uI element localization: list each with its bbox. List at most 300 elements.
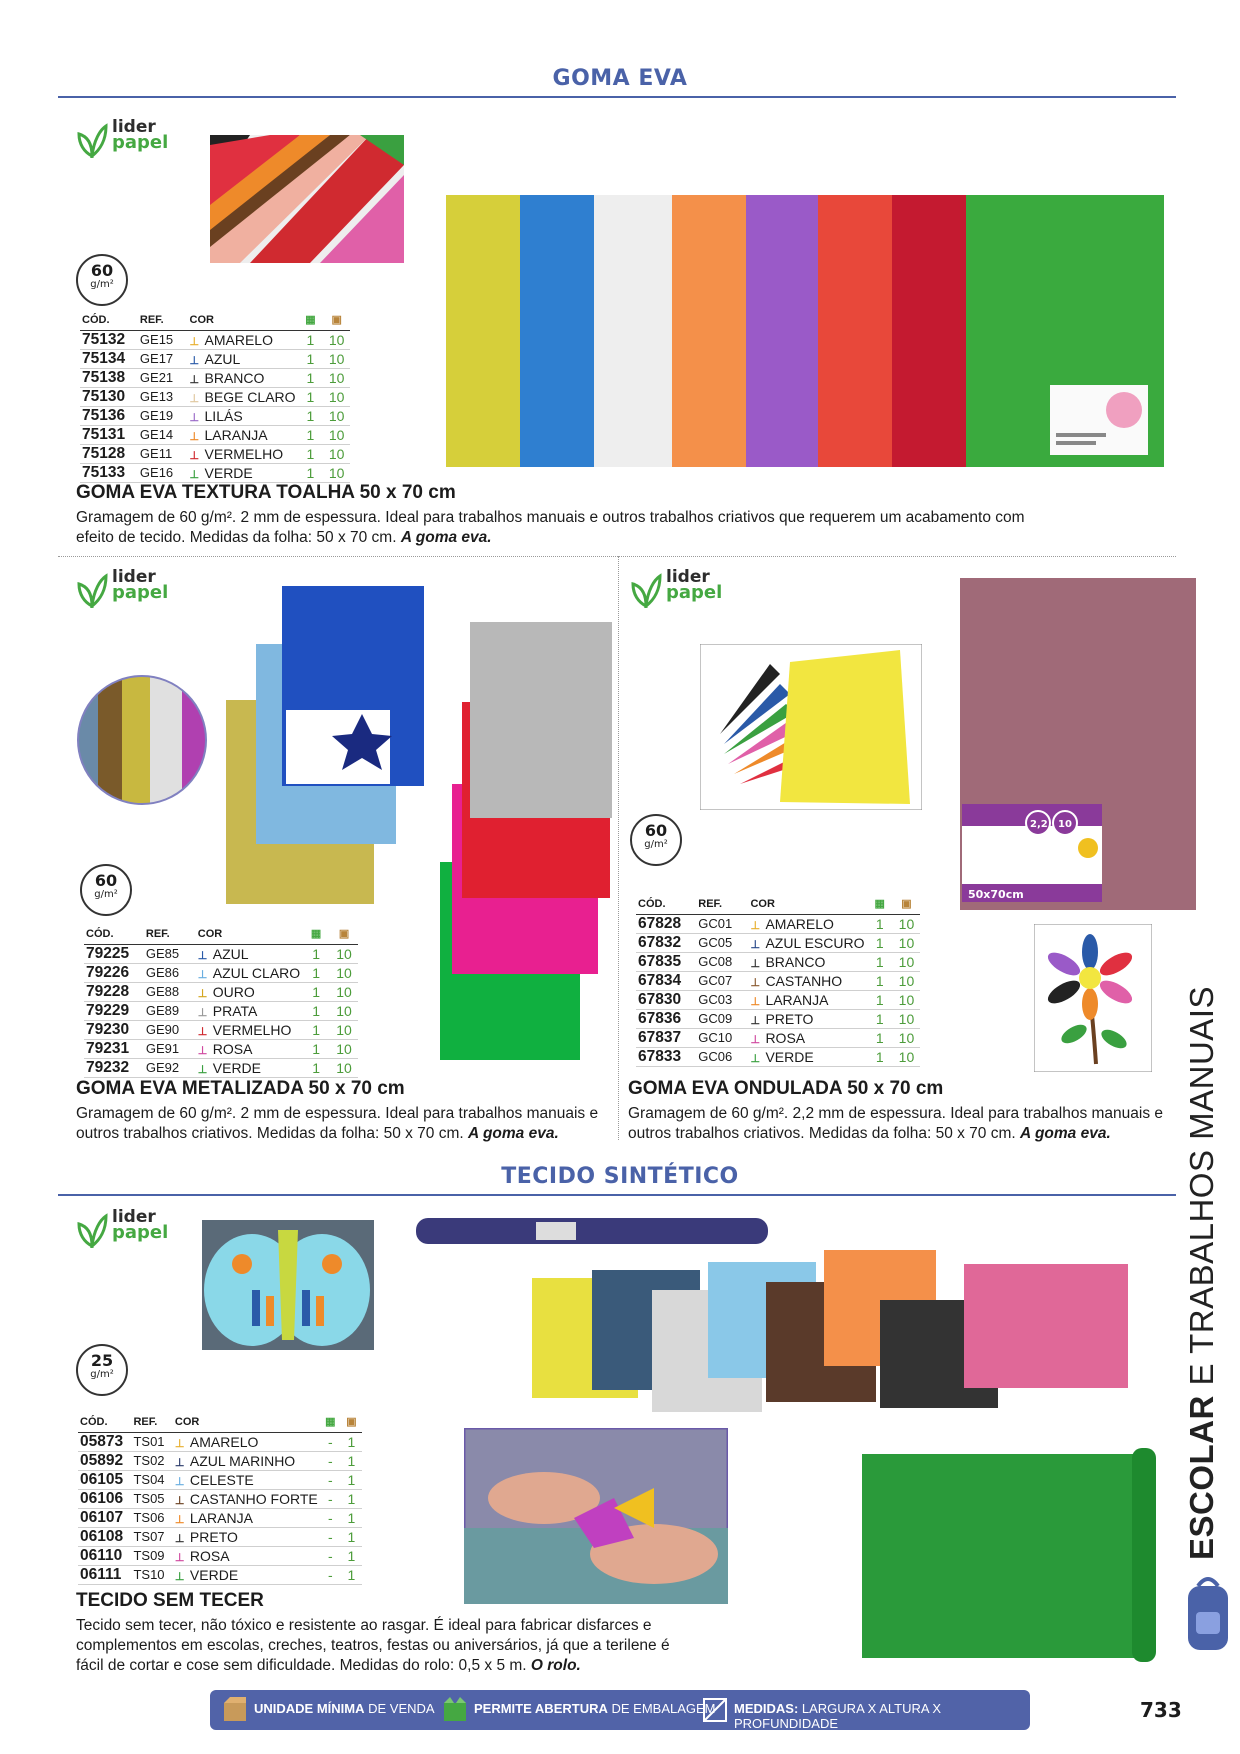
product-ref: GC05 <box>696 933 748 952</box>
product-ref: GC10 <box>696 1028 748 1047</box>
product-code: 06108 <box>78 1527 131 1546</box>
product-color <box>188 463 298 482</box>
table-row <box>636 933 920 952</box>
product-color <box>173 1546 320 1565</box>
leaf-icon <box>76 1212 108 1248</box>
box-qty: 10 <box>323 330 350 349</box>
grammage-badge <box>76 1344 128 1396</box>
separator <box>58 556 1176 557</box>
open-pack-icon: ▦ <box>298 312 324 330</box>
color-marker-icon: ⊥ <box>197 1063 208 1076</box>
box-qty: 10 <box>330 1039 358 1058</box>
table-row <box>80 330 350 349</box>
sales-unit: A goma eva. <box>400 529 492 546</box>
color-marker-icon: ⊥ <box>197 1006 208 1019</box>
product-code: 67837 <box>636 1028 696 1047</box>
product-ref: GE91 <box>144 1039 196 1058</box>
grammage-value: 60 <box>94 871 118 890</box>
pack-label: 50x70cm <box>968 888 1024 901</box>
col-cor: COR <box>173 1414 320 1432</box>
product-table-metalizada <box>84 926 358 1078</box>
product-code: 06105 <box>78 1470 131 1489</box>
product-code: 75131 <box>80 425 138 444</box>
product-code: 79225 <box>84 944 144 963</box>
measure-icon <box>702 1697 728 1723</box>
product-ref: GE90 <box>144 1020 196 1039</box>
open-pack-qty: - <box>320 1489 341 1508</box>
product-color <box>748 971 866 990</box>
table-row <box>84 1001 358 1020</box>
box-icon <box>222 1697 248 1723</box>
open-pack-qty: 1 <box>298 406 324 425</box>
open-pack-icon <box>442 1697 468 1723</box>
toalha-sheets-image <box>446 195 1164 467</box>
grammage-unit: g/m² <box>644 839 668 850</box>
table-row <box>80 406 350 425</box>
table-row <box>84 1020 358 1039</box>
col-cod: CÓD. <box>84 926 144 944</box>
table-row <box>84 963 358 982</box>
color-name: VERMELHO <box>212 1021 292 1038</box>
product-color <box>188 349 298 368</box>
product-color <box>748 1047 866 1066</box>
product-color <box>188 330 298 349</box>
open-pack-qty: 1 <box>298 330 324 349</box>
box-qty: 1 <box>341 1489 362 1508</box>
open-pack-qty: - <box>320 1508 341 1527</box>
color-name: ROSA <box>212 1040 253 1057</box>
box-qty: 1 <box>341 1527 362 1546</box>
grammage-badge <box>80 864 132 916</box>
open-pack-icon: ▦ <box>302 926 330 944</box>
open-pack-qty: - <box>320 1527 341 1546</box>
brand-name-1: lider <box>666 567 710 587</box>
open-pack-icon: ▦ <box>867 896 893 914</box>
metal-sheets-right-image <box>440 622 620 1062</box>
product-color <box>188 368 298 387</box>
box-qty: 10 <box>323 368 350 387</box>
table-row <box>636 990 920 1009</box>
color-marker-icon: ⊥ <box>750 938 761 951</box>
box-qty: 10 <box>323 349 350 368</box>
brand-name-2: papel <box>112 132 169 153</box>
box-qty: 10 <box>893 1047 920 1066</box>
flower-craft-image <box>1034 924 1152 1072</box>
color-name: AZUL CLARO <box>212 964 301 981</box>
color-marker-icon: ⊥ <box>174 1494 185 1507</box>
product-code: 75128 <box>80 444 138 463</box>
color-marker-icon: ⊥ <box>750 976 761 989</box>
color-name: LILÁS <box>204 407 243 424</box>
grammage-unit: g/m² <box>94 889 118 900</box>
product-code: 67835 <box>636 952 696 971</box>
sales-unit: A goma eva. <box>468 1125 559 1142</box>
sales-unit: O rolo. <box>530 1657 581 1674</box>
leaf-icon <box>76 572 108 608</box>
section-title-goma-eva: GOMA EVA <box>552 66 688 91</box>
product-code: 06111 <box>78 1565 131 1584</box>
product-table-tecido <box>78 1414 362 1585</box>
brand-name-1: lider <box>112 567 156 587</box>
box-qty: 1 <box>341 1470 362 1489</box>
color-name: ROSA <box>765 1029 806 1046</box>
product-ref: GE85 <box>144 944 196 963</box>
product-code: 06107 <box>78 1508 131 1527</box>
product-color <box>188 387 298 406</box>
table-row <box>80 463 350 482</box>
open-pack-qty: 1 <box>302 963 330 982</box>
product-ref: GC03 <box>696 990 748 1009</box>
table-row <box>80 368 350 387</box>
table-row <box>636 952 920 971</box>
table-row <box>636 1009 920 1028</box>
color-name: BRANCO <box>765 953 826 970</box>
color-marker-icon: ⊥ <box>189 354 200 367</box>
color-name: LARANJA <box>204 426 268 443</box>
open-pack-icon: ▦ <box>320 1414 341 1432</box>
brand-name-2: papel <box>666 582 723 603</box>
product-table-toalha <box>80 312 350 483</box>
table-row <box>80 444 350 463</box>
box-qty: 1 <box>341 1451 362 1470</box>
table-row <box>78 1451 362 1470</box>
col-ref: REF. <box>138 312 188 330</box>
product-code: 67830 <box>636 990 696 1009</box>
legend-unit-min-rest: DE VENDA <box>364 1701 435 1716</box>
product-desc-ondulada <box>628 1104 1168 1144</box>
section-title-tecido: TECIDO SINTÉTICO <box>501 1164 739 1189</box>
product-title-toalha: GOMA EVA TEXTURA TOALHA 50 x 70 cm <box>76 482 456 503</box>
legend-open-rest: DE EMBALAGEM <box>607 1701 716 1716</box>
product-code: 79232 <box>84 1058 144 1077</box>
product-ref: GE14 <box>138 425 188 444</box>
color-name: OURO <box>212 983 255 1000</box>
box-qty: 10 <box>330 963 358 982</box>
brand-logo <box>76 1208 186 1254</box>
color-marker-icon: ⊥ <box>750 957 761 970</box>
product-code: 06110 <box>78 1546 131 1565</box>
product-color <box>196 1058 302 1077</box>
box-qty: 10 <box>323 406 350 425</box>
product-ref: GC01 <box>696 914 748 933</box>
color-name: VERDE <box>212 1059 261 1076</box>
legend-measures-bold: MEDIDAS: <box>734 1701 799 1716</box>
box-qty: 1 <box>341 1432 362 1451</box>
product-code: 75133 <box>80 463 138 482</box>
product-code: 75134 <box>80 349 138 368</box>
product-ref: GC06 <box>696 1047 748 1066</box>
product-color <box>748 990 866 1009</box>
product-color <box>173 1508 320 1527</box>
box-qty: 10 <box>323 425 350 444</box>
box-qty: 10 <box>323 387 350 406</box>
sales-unit: A goma eva. <box>1020 1125 1111 1142</box>
col-cor: COR <box>188 312 298 330</box>
open-pack-qty: 1 <box>298 349 324 368</box>
butterfly-costume-image <box>202 1220 374 1350</box>
table-row <box>84 944 358 963</box>
product-color <box>196 1001 302 1020</box>
color-marker-icon: ⊥ <box>174 1551 185 1564</box>
brand-logo <box>630 568 740 614</box>
toalha-sample-image <box>210 135 404 263</box>
table-row <box>78 1565 362 1584</box>
box-qty: 10 <box>893 1028 920 1047</box>
box-qty: 10 <box>893 933 920 952</box>
product-code: 79229 <box>84 1001 144 1020</box>
table-row <box>80 425 350 444</box>
color-marker-icon: ⊥ <box>189 373 200 386</box>
grammage-unit: g/m² <box>90 1369 114 1380</box>
open-pack-qty: - <box>320 1470 341 1489</box>
product-code: 79230 <box>84 1020 144 1039</box>
product-desc-toalha <box>76 508 1036 548</box>
leaf-icon <box>76 122 108 158</box>
open-pack-qty: 1 <box>298 387 324 406</box>
product-color <box>188 425 298 444</box>
color-name: VERDE <box>189 1566 239 1583</box>
product-ref: GE19 <box>138 406 188 425</box>
product-desc-tecido <box>76 1616 676 1676</box>
color-name: CASTANHO FORTE <box>189 1490 318 1507</box>
col-cod: CÓD. <box>78 1414 131 1432</box>
desc-text: Gramagem de 60 g/m². 2,2 mm de espessura. Ideal para trabalhos manuais e outros trabalhos criativos. Medidas da folha: 50 x 70 cm. <box>628 1105 1164 1142</box>
col-ref: REF. <box>696 896 748 914</box>
brand-name-2: papel <box>112 1222 169 1243</box>
brand-name-2: papel <box>112 582 169 603</box>
color-name: LARANJA <box>765 991 829 1008</box>
color-marker-icon: ⊥ <box>197 1044 208 1057</box>
open-pack-qty: - <box>320 1451 341 1470</box>
table-row <box>636 914 920 933</box>
product-title-tecido: TECIDO SEM TECER <box>76 1590 264 1611</box>
box-qty: 10 <box>893 952 920 971</box>
product-ref: GE13 <box>138 387 188 406</box>
product-ref: GE92 <box>144 1058 196 1077</box>
legend-unit-min <box>254 1701 435 1716</box>
fabric-rolls-image <box>416 1214 1144 1424</box>
sewing-photo-image <box>464 1428 728 1604</box>
box-icon: ▣ <box>323 312 350 330</box>
open-pack-qty: 1 <box>867 1047 893 1066</box>
product-code: 79228 <box>84 982 144 1001</box>
color-marker-icon: ⊥ <box>197 949 208 962</box>
color-marker-icon: ⊥ <box>174 1437 185 1450</box>
box-qty: 10 <box>893 914 920 933</box>
color-name: AMARELO <box>189 1433 259 1450</box>
box-icon: ▣ <box>893 896 920 914</box>
color-name: PRETO <box>765 1010 814 1027</box>
legend-measures-rest: LARGURA X ALTURA X PROFUNDIDADE <box>734 1701 942 1731</box>
ondulada-fan-image <box>700 644 922 810</box>
side-label-rest: E TRABALHOS MANUAIS <box>1183 985 1220 1396</box>
product-color <box>188 444 298 463</box>
color-name: CELESTE <box>189 1471 254 1488</box>
color-name: BRANCO <box>204 369 265 386</box>
side-label-bold: ESCOLAR <box>1183 1395 1220 1560</box>
box-qty: 10 <box>893 990 920 1009</box>
product-color <box>173 1432 320 1451</box>
legend-unit-min-bold: UNIDADE MÍNIMA <box>254 1701 365 1716</box>
box-qty: 10 <box>330 1058 358 1077</box>
open-pack-qty: - <box>320 1546 341 1565</box>
open-pack-qty: 1 <box>867 933 893 952</box>
open-pack-qty: 1 <box>302 1020 330 1039</box>
desc-text: Gramagem de 60 g/m². 2 mm de espessura. Ideal para trabalhos manuais e outros trabalhos criativos. Medidas da folha: 50 x 70 cm. <box>76 1105 599 1142</box>
color-name: AZUL MARINHO <box>189 1452 296 1469</box>
table-row <box>80 349 350 368</box>
col-ref: REF. <box>144 926 196 944</box>
product-color <box>196 944 302 963</box>
green-roll-image <box>860 1446 1160 1666</box>
product-color <box>196 963 302 982</box>
color-name: VERMELHO <box>204 445 284 462</box>
table-row <box>78 1432 362 1451</box>
box-icon: ▣ <box>341 1414 362 1432</box>
product-color <box>188 406 298 425</box>
open-pack-qty: 1 <box>302 944 330 963</box>
product-code: 05873 <box>78 1432 131 1451</box>
color-name: CASTANHO <box>765 972 843 989</box>
table-row <box>84 1039 358 1058</box>
table-row <box>78 1470 362 1489</box>
table-row <box>84 1058 358 1077</box>
color-marker-icon: ⊥ <box>750 1052 761 1065</box>
product-code: 67828 <box>636 914 696 933</box>
product-color <box>196 982 302 1001</box>
color-name: AMARELO <box>204 331 273 348</box>
product-code: 75136 <box>80 406 138 425</box>
product-code: 75132 <box>80 330 138 349</box>
table-row <box>636 1028 920 1047</box>
color-marker-icon: ⊥ <box>189 468 200 481</box>
backpack-icon <box>1182 1572 1234 1658</box>
product-ref: GC07 <box>696 971 748 990</box>
color-marker-icon: ⊥ <box>189 449 200 462</box>
product-color <box>173 1565 320 1584</box>
pack-badge-count: 10 <box>1058 819 1072 830</box>
brand-name-1: lider <box>112 1207 156 1227</box>
open-pack-qty: 1 <box>867 990 893 1009</box>
product-code: 75130 <box>80 387 138 406</box>
open-pack-qty: 1 <box>298 368 324 387</box>
brand-name-1: lider <box>112 117 156 137</box>
color-name: BEGE CLARO <box>204 388 296 405</box>
color-name: LARANJA <box>189 1509 253 1526</box>
grammage-badge <box>76 254 128 306</box>
product-title-metalizada: GOMA EVA METALIZADA 50 x 70 cm <box>76 1078 405 1099</box>
color-marker-icon: ⊥ <box>189 411 200 424</box>
product-code: 67834 <box>636 971 696 990</box>
col-ref: REF. <box>131 1414 172 1432</box>
color-marker-icon: ⊥ <box>197 1025 208 1038</box>
product-ref: GE15 <box>138 330 188 349</box>
color-name: AMARELO <box>765 915 834 932</box>
color-marker-icon: ⊥ <box>174 1570 185 1583</box>
product-ref: GE11 <box>138 444 188 463</box>
open-pack-qty: 1 <box>298 463 324 482</box>
open-pack-qty: 1 <box>867 952 893 971</box>
open-pack-qty: 1 <box>867 1009 893 1028</box>
ondulada-sheet-image <box>960 578 1196 910</box>
table-row <box>78 1546 362 1565</box>
open-pack-qty: 1 <box>867 971 893 990</box>
open-pack-qty: - <box>320 1565 341 1584</box>
open-pack-qty: 1 <box>298 444 324 463</box>
section-rule <box>58 1194 1176 1196</box>
product-code: 79231 <box>84 1039 144 1058</box>
table-row <box>78 1508 362 1527</box>
grammage-value: 25 <box>90 1351 114 1370</box>
brand-logo <box>76 568 186 614</box>
box-qty: 10 <box>323 463 350 482</box>
open-pack-qty: 1 <box>867 1028 893 1047</box>
product-ref: GE89 <box>144 1001 196 1020</box>
table-row <box>78 1527 362 1546</box>
product-color <box>748 1009 866 1028</box>
table-row <box>84 982 358 1001</box>
box-qty: 10 <box>893 971 920 990</box>
grammage-value: 60 <box>90 261 114 280</box>
product-ref: TS09 <box>131 1546 172 1565</box>
product-ref: GE21 <box>138 368 188 387</box>
grammage-badge <box>630 814 682 866</box>
color-marker-icon: ⊥ <box>174 1456 185 1469</box>
color-name: AZUL ESCURO <box>765 934 865 951</box>
product-color <box>173 1451 320 1470</box>
box-qty: 10 <box>330 1020 358 1039</box>
product-color <box>173 1470 320 1489</box>
product-ref: GC09 <box>696 1009 748 1028</box>
legend-open <box>474 1701 716 1716</box>
product-ref: TS07 <box>131 1527 172 1546</box>
product-ref: TS04 <box>131 1470 172 1489</box>
color-name: ROSA <box>189 1547 230 1564</box>
color-name: PRETO <box>189 1528 238 1545</box>
open-pack-qty: - <box>320 1432 341 1451</box>
product-color <box>173 1489 320 1508</box>
color-marker-icon: ⊥ <box>189 335 200 348</box>
table-row <box>80 387 350 406</box>
product-code: 05892 <box>78 1451 131 1470</box>
open-pack-qty: 1 <box>302 1058 330 1077</box>
color-marker-icon: ⊥ <box>189 392 200 405</box>
product-code: 67832 <box>636 933 696 952</box>
open-pack-qty: 1 <box>867 914 893 933</box>
color-name: AZUL <box>204 350 241 367</box>
legend-measures <box>734 1701 1030 1731</box>
product-ref: GE86 <box>144 963 196 982</box>
product-title-ondulada: GOMA EVA ONDULADA 50 x 70 cm <box>628 1078 944 1099</box>
product-color <box>748 914 866 933</box>
color-name: PRATA <box>212 1002 258 1019</box>
box-qty: 1 <box>341 1565 362 1584</box>
product-ref: GC08 <box>696 952 748 971</box>
product-ref: TS05 <box>131 1489 172 1508</box>
box-qty: 10 <box>323 444 350 463</box>
table-row <box>636 1047 920 1066</box>
box-qty: 10 <box>330 1001 358 1020</box>
product-ref: GE88 <box>144 982 196 1001</box>
product-color <box>196 1020 302 1039</box>
box-icon: ▣ <box>330 926 358 944</box>
color-marker-icon: ⊥ <box>174 1532 185 1545</box>
product-color <box>196 1039 302 1058</box>
open-pack-qty: 1 <box>302 1039 330 1058</box>
product-ref: TS06 <box>131 1508 172 1527</box>
color-name: VERDE <box>204 464 253 481</box>
box-qty: 10 <box>893 1009 920 1028</box>
